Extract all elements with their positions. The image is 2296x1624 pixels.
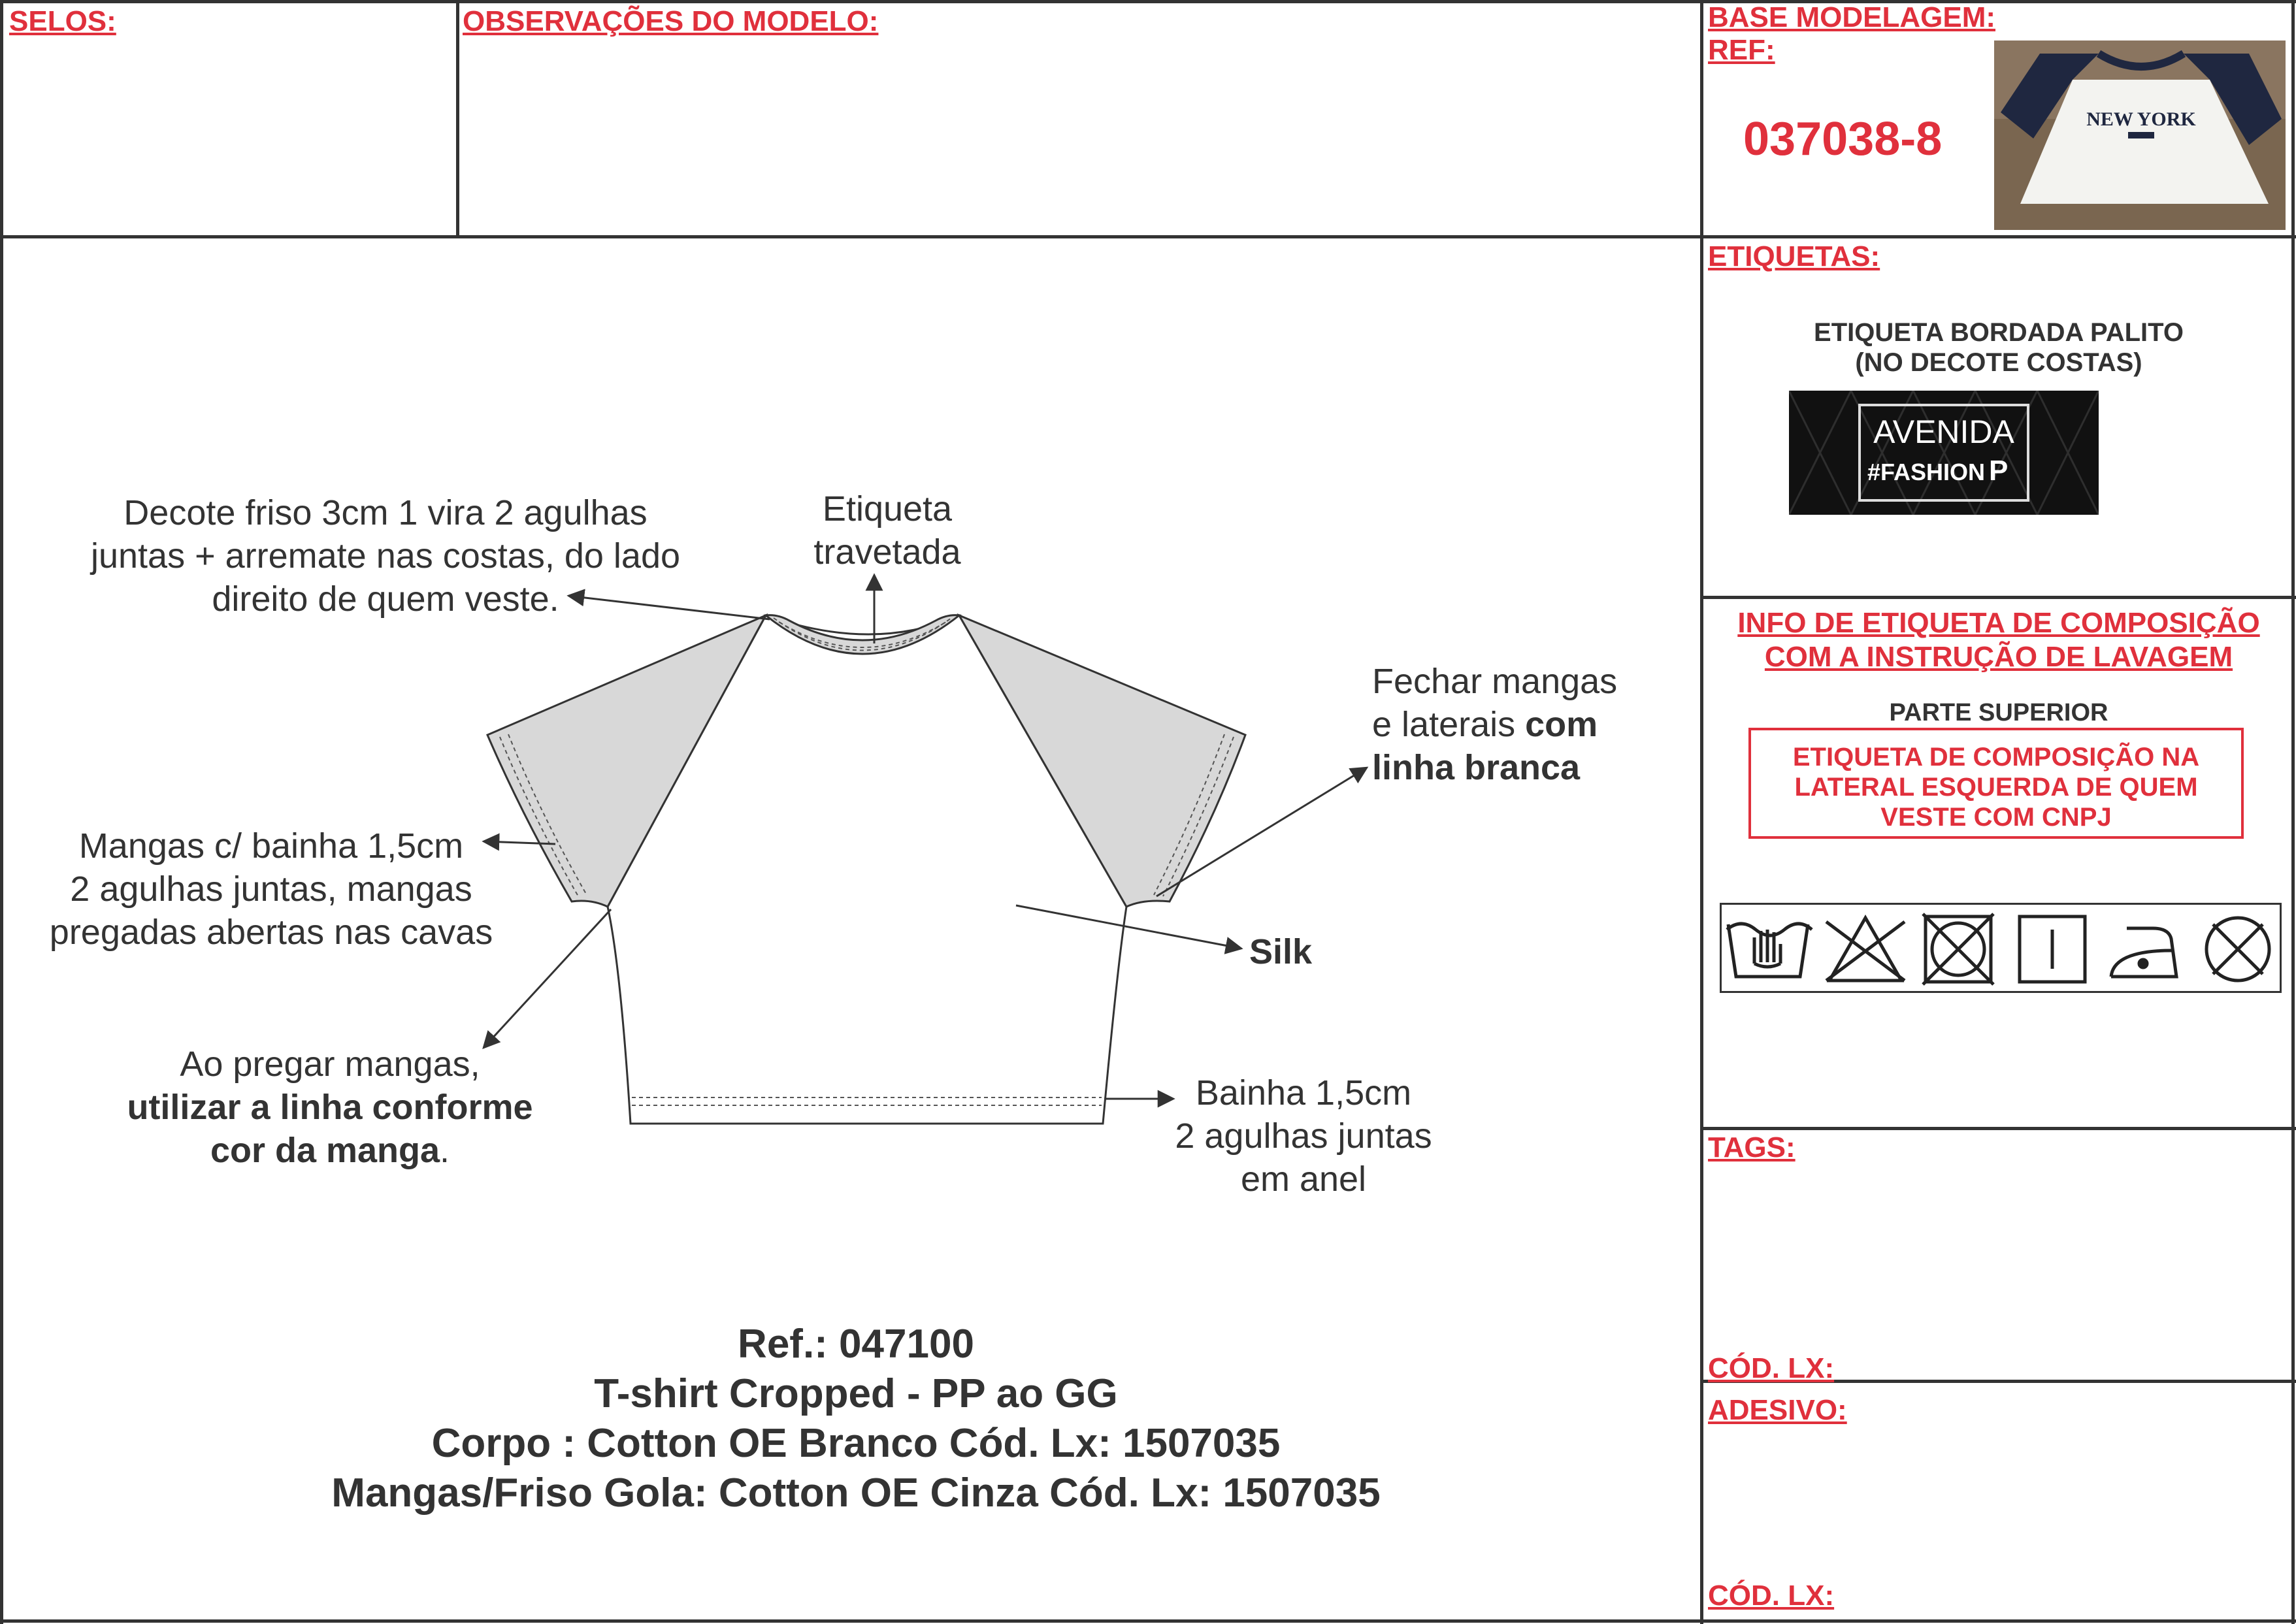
annotation-pregar-line-1: Ao pregar mangas, bbox=[180, 1045, 480, 1084]
etiquetas-label: ETIQUETAS: bbox=[1708, 240, 1880, 272]
selos-label: SELOS: bbox=[9, 5, 116, 37]
spec-block bbox=[196, 1320, 1516, 1518]
line-dry-icon bbox=[2020, 917, 2085, 982]
composicao-title-1: INFO DE ETIQUETA DE COMPOSIÇÃO bbox=[1737, 607, 2260, 639]
annotation-fechar-line-2b: com bbox=[1525, 705, 1598, 744]
ref-label: REF: bbox=[1708, 34, 1775, 66]
annotation-etiqueta-line-1: Etiqueta bbox=[822, 489, 953, 528]
care-symbols-strip bbox=[1720, 903, 2282, 993]
etiqueta-description bbox=[1701, 317, 2296, 378]
brand-name: AVENIDA bbox=[1873, 414, 2014, 450]
annotation-pregar-line-3b: . bbox=[440, 1131, 450, 1170]
annotation-fechar-line-2a: e laterais bbox=[1372, 705, 1526, 744]
annotation-fechar bbox=[1372, 660, 1617, 789]
observacoes-label: OBSERVAÇÕES DO MODELO: bbox=[463, 5, 879, 37]
parte-superior: PARTE SUPERIOR bbox=[1889, 699, 2108, 726]
annotation-mangas bbox=[13, 824, 529, 954]
no-dry-clean-icon bbox=[2206, 918, 2269, 981]
annotation-etiqueta-line-2: travetada bbox=[813, 532, 961, 572]
no-bleach-icon bbox=[1826, 918, 1905, 981]
annotation-silk: Silk bbox=[1249, 932, 1313, 971]
annotation-fechar-line-1: Fechar mangas bbox=[1372, 662, 1618, 701]
base-modelagem-label: BASE MODELAGEM: bbox=[1708, 1, 1995, 33]
iron-low-icon bbox=[2111, 928, 2176, 977]
composicao-box bbox=[1748, 728, 2244, 839]
annotation-decote-line-2: juntas + arremate nas costas, do lado bbox=[90, 536, 681, 576]
annotation-etiqueta bbox=[757, 487, 1018, 574]
adesivo-cod-label: CÓD. LX: bbox=[1708, 1580, 1835, 1612]
composicao-title bbox=[1701, 606, 2296, 674]
spec-mangas: Mangas/Friso Gola: Cotton OE Cinza Cód. Lx: 1507035 bbox=[331, 1470, 1381, 1516]
composicao-box-line-1: ETIQUETA DE COMPOSIÇÃO NA bbox=[1792, 743, 2200, 771]
annotation-mangas-line-3: pregadas abertas nas cavas bbox=[49, 913, 493, 952]
annotation-fechar-line-3: linha branca bbox=[1372, 748, 1581, 787]
composicao-title-2: COM A INSTRUÇÃO DE LAVAGEM bbox=[1764, 641, 2233, 673]
spec-product: T-shirt Cropped - PP ao GG bbox=[594, 1371, 1118, 1416]
annotation-bainha bbox=[1150, 1071, 1457, 1201]
annotation-mangas-line-1: Mangas c/ bainha 1,5cm bbox=[78, 826, 464, 866]
annotation-mangas-line-2: 2 agulhas juntas, mangas bbox=[70, 869, 472, 909]
annotation-pregar-line-3a: cor da manga bbox=[210, 1131, 440, 1170]
annotation-decote bbox=[26, 491, 745, 621]
brand-size: P bbox=[1989, 455, 2009, 487]
annotation-bainha-line-1: Bainha 1,5cm bbox=[1195, 1073, 1412, 1112]
etiqueta-line-1: ETIQUETA BORDADA PALITO bbox=[1814, 318, 2184, 347]
brand-hashtag: #FASHION bbox=[1867, 459, 1986, 485]
reference-photo bbox=[1994, 41, 2286, 230]
no-tumble-dry-icon bbox=[1923, 914, 1993, 984]
spec-corpo: Corpo : Cotton OE Branco Cód. Lx: 1507035 bbox=[431, 1421, 1281, 1466]
spec-ref: Ref.: 047100 bbox=[738, 1322, 974, 1367]
annotation-decote-line-3: direito de quem veste. bbox=[212, 579, 559, 619]
annotation-decote-line-1: Decote friso 3cm 1 vira 2 agulhas bbox=[123, 493, 648, 532]
composicao-box-line-2: LATERAL ESQUERDA DE QUEM bbox=[1794, 773, 2198, 802]
photo-print-text: NEW YORK bbox=[2086, 108, 2196, 130]
annotation-bainha-line-3: em anel bbox=[1240, 1160, 1367, 1199]
annotation-bainha-line-2: 2 agulhas juntas bbox=[1175, 1116, 1432, 1156]
composicao-box-line-3: VESTE COM CNPJ bbox=[1880, 803, 2112, 832]
etiqueta-line-2: (NO DECOTE COSTAS) bbox=[1855, 348, 2142, 377]
brand-label-patch bbox=[1789, 391, 2099, 515]
ref-value: 037038-8 bbox=[1743, 113, 1943, 165]
adesivo-label: ADESIVO: bbox=[1708, 1394, 1847, 1426]
tags-label: TAGS: bbox=[1708, 1131, 1796, 1163]
hand-wash-icon bbox=[1727, 924, 1812, 977]
annotation-pregar bbox=[98, 1043, 562, 1172]
annotation-pregar-line-2: utilizar a linha conforme bbox=[127, 1088, 533, 1127]
tags-cod-label: CÓD. LX: bbox=[1708, 1352, 1835, 1384]
